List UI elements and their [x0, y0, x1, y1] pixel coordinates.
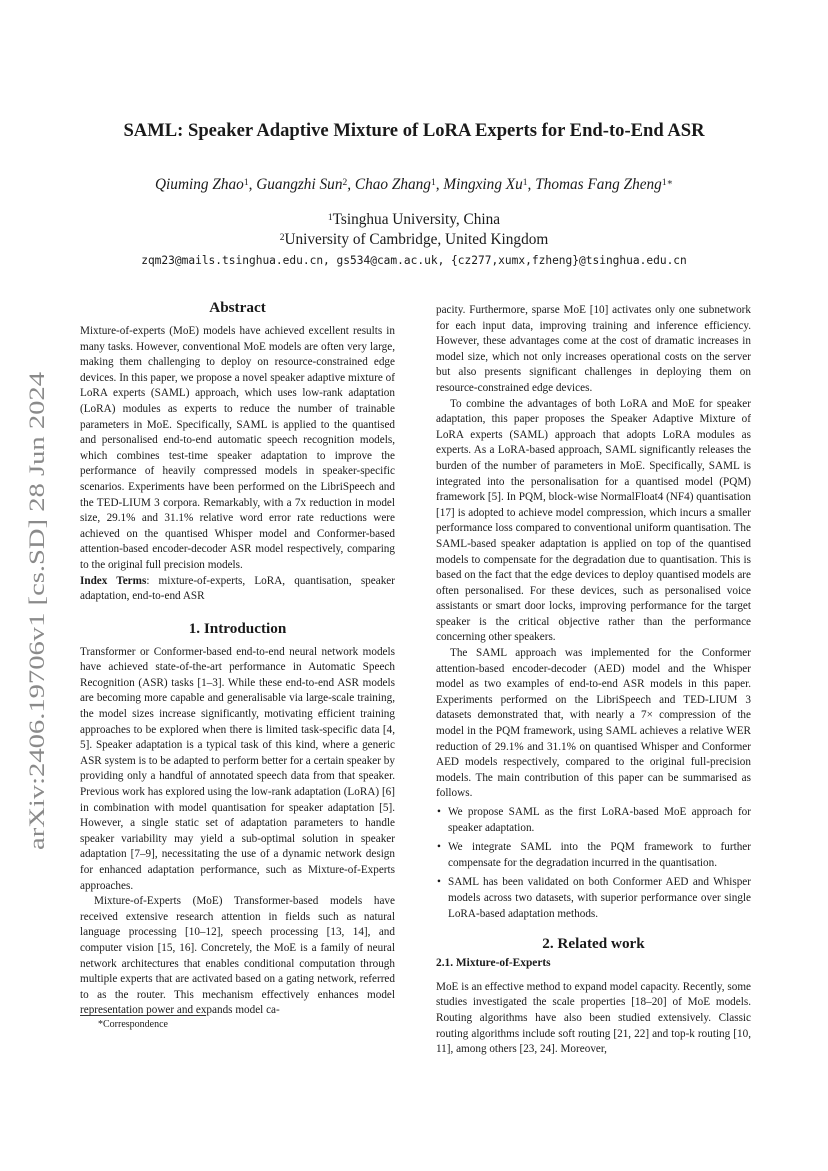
bullet-icon: • [437, 876, 441, 889]
intro-paragraph: Mixture-of-Experts (MoE) Transformer-based models have received extensive research attention in fields such as natural language processing [10–12], speech processing [13, 14], and computer vision [15, 16]. Concretely, the MoE is a family of neural network architectures that enables conditional computation through multiple experts that are activated based on a gating network, referred to as the router. This mechanism effectively enhances model representation power and expands model ca- [80, 895, 395, 1017]
author-name: Qiuming Zhao [155, 176, 244, 193]
left-column [80, 298, 395, 1019]
right-column [436, 303, 751, 1058]
author-name: Mingxing Xu [443, 176, 523, 193]
intro-paragraph: Transformer or Conformer-based end-to-end neural network models have achieved state-of-the-art performance in Automatic Speech Recognition (ASR) tasks [1–3]. While these end-to-end ASR models are becoming more capable and generalisable via large-scale training, the model sizes increase significantly, motivating efficient training approaches to be explored when there is limited task-specific data [4, 5]. Speaker adaptation is a typical task of this kind, where a generic ASR system is to be adapted to perform better for a certain speaker by providing only a handful of annotated speech data from that speaker. Previous work has explored using the low-rank adaptation (LoRA) [6] in combination with model quantisation for speaker adaptation [5]. However, a single static set of adaptation parameters to handle speaker variability may yield a sub-optimal solution in speaker adaptation [7–9], necessitating the use of a dynamic network design for enhanced adaptation performance, such as Mixture-of-Experts approaches. [80, 645, 395, 892]
body-paragraph: The SAML approach was implemented for the Conformer attention-based encoder-decoder (AED) model and the Whisper model as two examples of end-to-end ASR models in this paper. Experiments performed on the LibriSpeech and TED-LIUM 3 datasets demonstrated that, with nearly a 7× compression of the model in the PQM framework, using SAML achieves a relative WER reduction of 29.1% and 31.1% on quantised Whisper and Conformer AED models respectively, compared to the original full-precision models. The main contribution of this paper can be summarised as follows. [436, 647, 751, 800]
body-paragraph: To combine the advantages of both LoRA and MoE for speaker adaptation, this paper proposes the Speaker Adaptive Mixture of LoRA experts (SAML) approach that adopts LoRA modules as experts. As a LoRA-based approach, SAML significantly releases the burden of the number of parameters in MoE. Specifically, SAML is integrated into the personalisation for a quantised model (PQM) framework [5]. In PQM, block-wise NormalFloat4 (NF4) quantisation [17] is adopted to achieve model compression, which incurs a smaller performance loss compared to conventional uniform quantisation. The SAML-based speaker adaptation is applied on top of the quantised models to compensate for the degradation due to quantisation. This is based on the fact that the edge devices to deploy quantised models are often personalised. For these devices, such as personalised voice assistants or smart door locks, improving performance for the target speaker is the critical objective rather than the performance concerning other speakers. [436, 397, 751, 644]
bullet-icon: • [437, 806, 441, 818]
author-name: Thomas Fang Zheng [535, 176, 662, 193]
list-item-text: We integrate SAML into the PQM framework to further compensate for the degradation incurred in the quantisation. [448, 841, 751, 869]
author-affil-marker: 1∗ [661, 177, 673, 188]
affiliation-2 [60, 231, 768, 249]
affiliation-marker: 2 [279, 232, 285, 243]
list-item-text: We propose SAML as the first LoRA-based MoE approach for speaker adaptation. [448, 806, 751, 834]
author-affil-marker: 1 [522, 177, 528, 188]
list-item [436, 840, 751, 871]
affiliation-text: Tsinghua University, China [332, 211, 501, 228]
list-item [436, 805, 751, 836]
list-item-text: SAML has been validated on both Conformer AED and Whisper models across two datasets, with superior performance over single LoRA-based adaptation methods. [448, 876, 751, 920]
affiliation-marker: 1 [327, 212, 333, 223]
author-affil-marker: 1 [430, 177, 436, 188]
body-paragraph: pacity. Furthermore, sparse MoE [10] activates only one subnetwork for each input data, improving training and inference efficiency. However, these advantages come at the cost of dramatic increases in model size, which not only increases operational costs on the server but also presents significant challenges in deploying them on resource-constrained edge devices. [436, 304, 751, 394]
contribution-list [436, 805, 751, 922]
index-terms-label: Index Terms [80, 574, 147, 587]
author-name: Chao Zhang [354, 176, 431, 193]
introduction-heading: 1. Introduction [188, 619, 287, 637]
arxiv-stamp [22, 370, 52, 850]
bullet-icon: • [437, 841, 441, 854]
footnote: *Correspondence [98, 1019, 168, 1030]
author-emails: zqm23@mails.tsinghua.edu.cn, gs534@cam.ac.uk, {cz277,xumx,fzheng}@tsinghua.edu.cn [141, 254, 687, 267]
affiliation-text: University of Cambridge, United Kingdom [284, 231, 549, 248]
abstract-heading: Abstract [209, 299, 266, 316]
author-affil-marker: 1 [243, 177, 249, 188]
author-name: Guangzhi Sun [256, 176, 343, 193]
index-terms [80, 574, 395, 605]
body-paragraph: MoE is an effective method to expand model capacity. Recently, some studies investigated the scale properties [18–20] of MoE models. Routing algorithms have also been studied extensively. Classic routing algorithms include soft routing [21, 22] and top-k routing [10, 11], among others [23, 24]. Moreover, [436, 980, 751, 1056]
list-item [436, 875, 751, 922]
author-affil-marker: 2 [342, 177, 348, 188]
affiliation-1 [60, 211, 768, 229]
index-terms-text: : mixture-of-experts, LoRA, quantisation, speaker adaptation, end-to-end ASR [80, 574, 395, 603]
footnote-divider [80, 1015, 206, 1016]
abstract-text: Mixture-of-experts (MoE) models have achieved excellent results in many tasks. However, conventional MoE models are often very large, making them challenging to deploy on resource-constrained edge devices. In this paper, we propose a novel speaker adaptive mixture of LoRA experts (SAML) approach, which uses low-rank adaptation (LoRA) modules as experts to reduce the number of trainable parameters in MoE. Specifically, SAML is applied to the quantised and personalised end-to-end automatic speech recognition models, which combines test-time speaker adaptation to improve the performance of heavily compressed models in speaker-specific scenarios. Experiments have been performed on the LibriSpeech and the TED-LIUM 3 corpora. Remarkably, with a 7x reduction in model size, 29.1% and 31.1% relative word error rate reductions were achieved on the quantised Whisper model and Conformer-based attention-based encoder-decoder ASR model respectively, comparing to the original full precision models. [80, 325, 395, 571]
subsection-heading: 2.1. Mixture-of-Experts [436, 957, 551, 970]
related-work-heading: 2. Related work [542, 935, 645, 953]
author-list: Qiuming Zhao$^1$, Guangzhi Sun$^2$, Chao Zhang$^1$, Mingxing Xu$^1$, Thomas Fang Zheng$^{1∗}$ [155, 176, 673, 193]
paper-title: SAML: Speaker Adaptive Mixture of LoRA Experts for End-to-End ASR [123, 120, 705, 141]
arxiv-identifier: arXiv:2406.19706v1 [cs.SD] 28 Jun 2024 [24, 473, 49, 850]
